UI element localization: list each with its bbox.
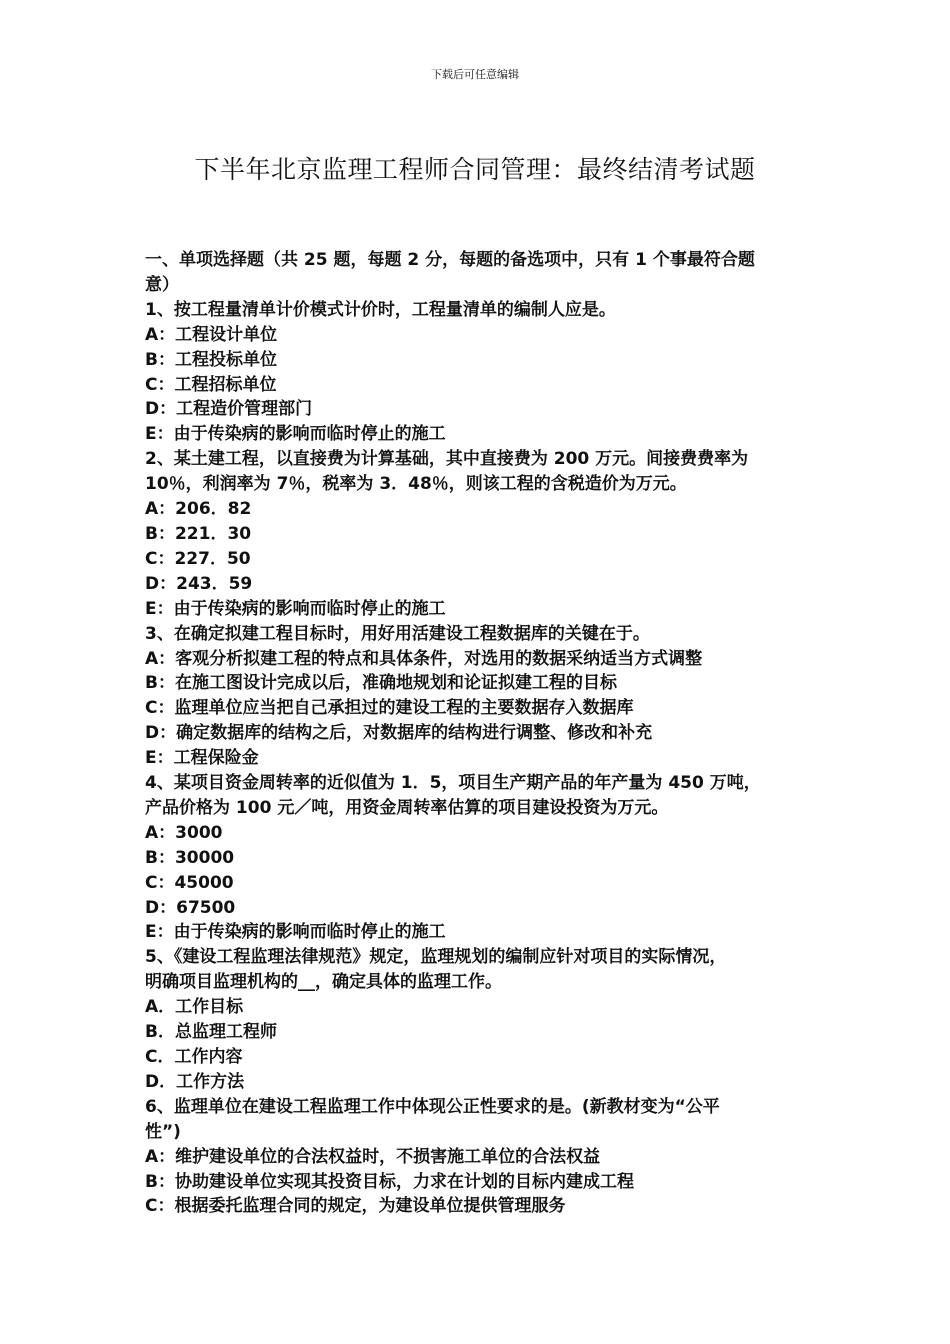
text-line: 4、某项目资金周转率的近似值为 1．5，项目生产期产品的年产量为 450 万吨， (145, 773, 761, 794)
text-line: 6、监理单位在建设工程监理工作中体现公正性要求的是。(新教材变为“公平 (145, 1096, 720, 1117)
text-line: 性”) (145, 1121, 181, 1142)
text-line: 1、按工程量清单计价模式计价时，工程量清单的编制人应是。 (145, 299, 616, 320)
text-line: 一、单项选择题（共 25 题，每题 2 分，每题的备选项中，只有 1 个事最符合题 (145, 250, 755, 270)
text-line: A：3000 (145, 822, 223, 843)
text-line: D．工作方法 (145, 1071, 245, 1092)
text-line: A：维护建设单位的合法权益时，不损害施工单位的合法权益 (145, 1146, 601, 1167)
text-line: B：30000 (145, 847, 235, 868)
document-body (145, 248, 810, 1219)
text-line: E：工程保险金 (145, 748, 259, 769)
text-line: B：协助建设单位实现其投资目标，力求在计划的目标内建成工程 (145, 1171, 634, 1192)
text-line: E：由于传染病的影响而临时停止的施工 (145, 922, 446, 943)
text-line: A：客观分析拟建工程的特点和具体条件，对选用的数据采纳适当方式调整 (145, 648, 703, 669)
text-line: E：由于传染病的影响而临时停止的施工 (145, 424, 446, 445)
text-line: D：确定数据库的结构之后，对数据库的结构进行调整、修改和补充 (145, 723, 653, 744)
text-line: 3、在确定拟建工程目标时，用好用活建设工程数据库的关键在于。 (145, 623, 650, 644)
text-line: 产品价格为 100 元／吨，用资金周转率估算的项目建设投资为万元。 (145, 797, 669, 818)
text-line: C：监理单位应当把自己承担过的建设工程的主要数据存入数据库 (145, 698, 634, 719)
text-line: E：由于传染病的影响而临时停止的施工 (145, 598, 446, 619)
header-note: 下载后可任意编辑 (431, 68, 519, 81)
document-title: 下半年北京监理工程师合同管理：最终结清考试题 (194, 155, 756, 184)
text-line: B：工程投标单位 (145, 349, 277, 370)
text-line: 意） (145, 274, 179, 295)
text-line: C：227．50 (145, 548, 251, 569)
text-line: C：工程招标单位 (145, 374, 277, 395)
text-line: B：221．30 (145, 523, 252, 544)
text-line: 2、某土建工程，以直接费为计算基础，其中直接费为 200 万元。间接费费率为 (145, 449, 749, 470)
text-line: D：67500 (145, 897, 236, 918)
text-line: A：206．82 (145, 499, 252, 520)
text-line: 明确项目监理机构的__，确定具体的监理工作。 (145, 972, 502, 993)
text-line: 5、《建设工程监理法律规范》规定，监理规划的编制应针对项目的实际情况， (145, 947, 727, 968)
text-line: C：根据委托监理合同的规定，为建设单位提供管理服务 (145, 1196, 566, 1217)
text-line: C．工作内容 (145, 1047, 243, 1067)
text-line: A．工作目标 (145, 997, 244, 1018)
text-line: C：45000 (145, 872, 234, 893)
text-line: 10％，利润率为 7％，税率为 3．48％，则该工程的含税造价为万元。 (145, 474, 687, 495)
text-line: B．总监理工程师 (145, 1022, 277, 1043)
text-line: A：工程设计单位 (145, 324, 278, 345)
text-line: D：243．59 (145, 573, 253, 594)
text-line: B：在施工图设计完成以后，准确地规划和论证拟建工程的目标 (145, 673, 617, 694)
text-line: D：工程造价管理部门 (145, 399, 313, 420)
